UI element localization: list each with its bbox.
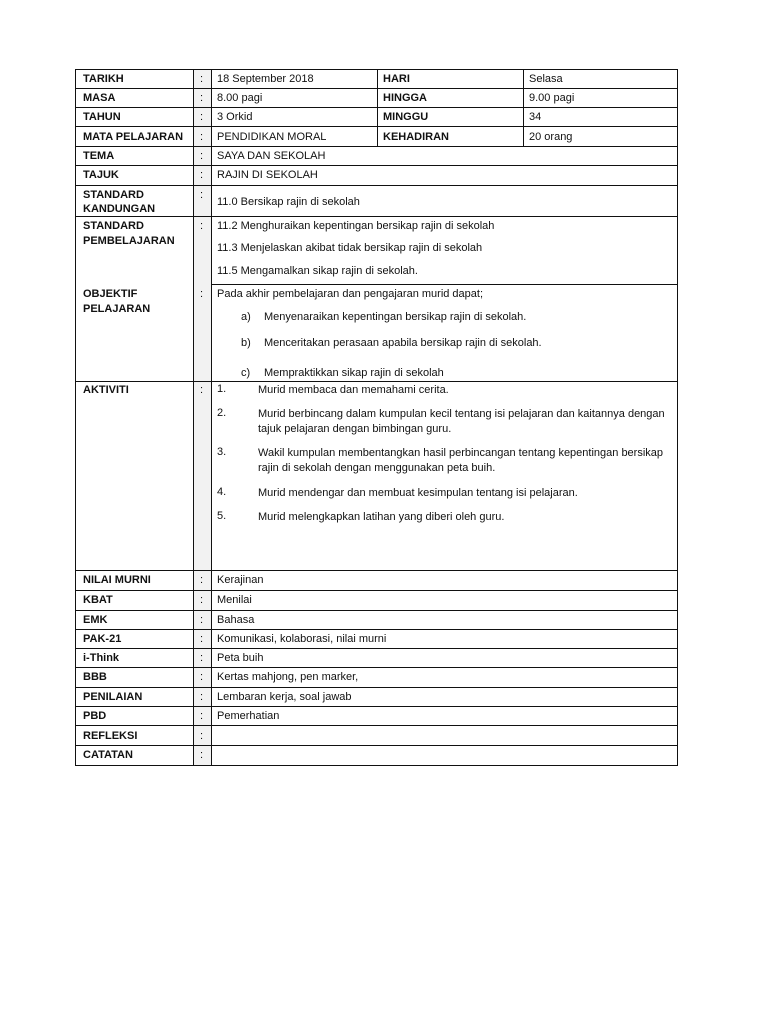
label-minggu: MINGGU (383, 111, 429, 123)
value-tahun: 3 Orkid (217, 111, 253, 123)
aktiviti-number: 1. (217, 383, 227, 395)
value-hingga: 9.00 pagi (529, 92, 575, 104)
colon: : (200, 614, 204, 626)
aktiviti-item: Murid melengkapkan latihan yang diberi oleh guru. (258, 511, 505, 523)
objektif-item: Mempraktikkan sikap rajin di sekolah (264, 367, 444, 379)
aktiviti-number: 2. (217, 407, 227, 419)
row-divider (75, 629, 678, 630)
colon: : (200, 710, 204, 722)
colon: : (200, 220, 204, 232)
label-tajuk: TAJUK (83, 169, 119, 181)
column-divider (211, 69, 212, 766)
standard-pembelajaran-item: 11.3 Menjelaskan akibat tidak bersikap rajin di sekolah (217, 242, 483, 254)
row-divider (75, 687, 678, 688)
label-pak21: PAK-21 (83, 633, 122, 645)
column-divider (193, 69, 194, 766)
label-penilaian: PENILAIAN (83, 691, 143, 703)
label-mata-pelajaran: MATA PELAJARAN (83, 131, 184, 143)
aktiviti-number: 4. (217, 486, 227, 498)
objektif-intro: Pada akhir pembelajaran dan pengajaran murid dapat; (217, 288, 484, 300)
colon: : (200, 749, 204, 761)
colon: : (200, 730, 204, 742)
row-divider (211, 284, 678, 285)
aktiviti-item: Murid berbincang dalam kumpulan kecil tentang isi pelajaran dan kaitannya dengan tajuk pelajaran dengan bimbingan guru. (258, 408, 665, 435)
value-masa: 8.00 pagi (217, 92, 263, 104)
colon: : (200, 131, 204, 143)
label-pbd: PBD (83, 710, 107, 722)
value-kbat: Menilai (217, 594, 252, 606)
colon: : (200, 288, 204, 300)
value-standard-kandungan: 11.0 Bersikap rajin di sekolah (217, 196, 360, 208)
label-aktiviti: AKTIVITI (83, 384, 129, 396)
label-objektif-1: OBJEKTIF (83, 288, 138, 300)
colon: : (200, 169, 204, 181)
row-divider (75, 146, 678, 147)
colon: : (200, 574, 204, 586)
value-bbb: Kertas mahjong, pen marker, (217, 671, 359, 683)
label-standard-pembelajaran-1: STANDARD (83, 220, 144, 232)
colon: : (200, 652, 204, 664)
aktiviti-item: Wakil kumpulan membentangkan hasil perbincangan tentang kepentingan bersikap rajin di sekolah dengan menggunakan peta buih. (258, 447, 664, 474)
value-minggu: 34 (529, 111, 542, 123)
aktiviti-number: 5. (217, 510, 227, 522)
value-kehadiran: 20 orang (529, 131, 573, 143)
aktiviti-number: 3. (217, 446, 227, 458)
label-emk: EMK (83, 614, 108, 626)
label-masa: MASA (83, 92, 116, 104)
aktiviti-item: Murid mendengar dan membuat kesimpulan tentang isi pelajaran. (258, 487, 578, 499)
value-tarikh: 18 September 2018 (217, 73, 314, 85)
row-divider (75, 165, 678, 166)
column-divider (377, 69, 378, 146)
objektif-item: Menyenaraikan kepentingan bersikap rajin di sekolah. (264, 311, 527, 323)
label-ithink: i-Think (83, 652, 120, 664)
colon: : (200, 384, 204, 396)
value-ithink: Peta buih (217, 652, 264, 664)
row-divider (75, 706, 678, 707)
value-mata-pelajaran: PENDIDIKAN MORAL (217, 131, 327, 143)
label-kbat: KBAT (83, 594, 113, 606)
standard-pembelajaran-item: 11.5 Mengamalkan sikap rajin di sekolah. (217, 265, 418, 277)
value-nilai-murni: Kerajinan (217, 574, 264, 586)
label-tahun: TAHUN (83, 111, 121, 123)
value-pak21: Komunikasi, kolaborasi, nilai murni (217, 633, 387, 645)
value-tema: SAYA DAN SEKOLAH (217, 150, 326, 162)
aktiviti-item: Murid membaca dan memahami cerita. (258, 384, 449, 396)
label-standard-kandungan-2: KANDUNGAN (83, 203, 156, 215)
row-divider (75, 745, 678, 746)
colon: : (200, 111, 204, 123)
colon: : (200, 150, 204, 162)
colon: : (200, 92, 204, 104)
colon: : (200, 189, 204, 201)
objektif-item: Menceritakan perasaan apabila bersikap rajin di sekolah. (264, 337, 542, 349)
row-divider (75, 570, 678, 571)
label-tarikh: TARIKH (83, 73, 124, 85)
value-pbd: Pemerhatian (217, 710, 280, 722)
objektif-marker: c) (241, 367, 251, 379)
colon: : (200, 633, 204, 645)
column-divider (523, 69, 524, 146)
row-divider (75, 381, 678, 382)
label-hingga: HINGGA (383, 92, 427, 104)
value-penilaian: Lembaran kerja, soal jawab (217, 691, 352, 703)
objektif-marker: b) (241, 337, 251, 349)
colon: : (200, 73, 204, 85)
row-divider (75, 610, 678, 611)
row-divider (75, 216, 678, 217)
label-standard-kandungan-1: STANDARD (83, 189, 144, 201)
row-divider (75, 590, 678, 591)
colon: : (200, 671, 204, 683)
label-bbb: BBB (83, 671, 107, 683)
label-kehadiran: KEHADIRAN (383, 131, 449, 143)
value-emk: Bahasa (217, 614, 255, 626)
label-tema: TEMA (83, 150, 115, 162)
standard-pembelajaran-item: 11.2 Menghuraikan kepentingan bersikap rajin di sekolah (217, 220, 495, 232)
label-nilai-murni: NILAI MURNI (83, 574, 151, 586)
row-divider (75, 667, 678, 668)
label-catatan: CATATAN (83, 749, 133, 761)
colon: : (200, 594, 204, 606)
label-objektif-2: PELAJARAN (83, 303, 151, 315)
row-divider (75, 648, 678, 649)
label-hari: HARI (383, 73, 410, 85)
row-divider (75, 725, 678, 726)
label-standard-pembelajaran-2: PEMBELAJARAN (83, 235, 175, 247)
value-hari: Selasa (529, 73, 563, 85)
row-divider (75, 185, 678, 186)
value-tajuk: RAJIN DI SEKOLAH (217, 169, 318, 181)
objektif-marker: a) (241, 311, 251, 323)
label-refleksi: REFLEKSI (83, 730, 138, 742)
colon: : (200, 691, 204, 703)
